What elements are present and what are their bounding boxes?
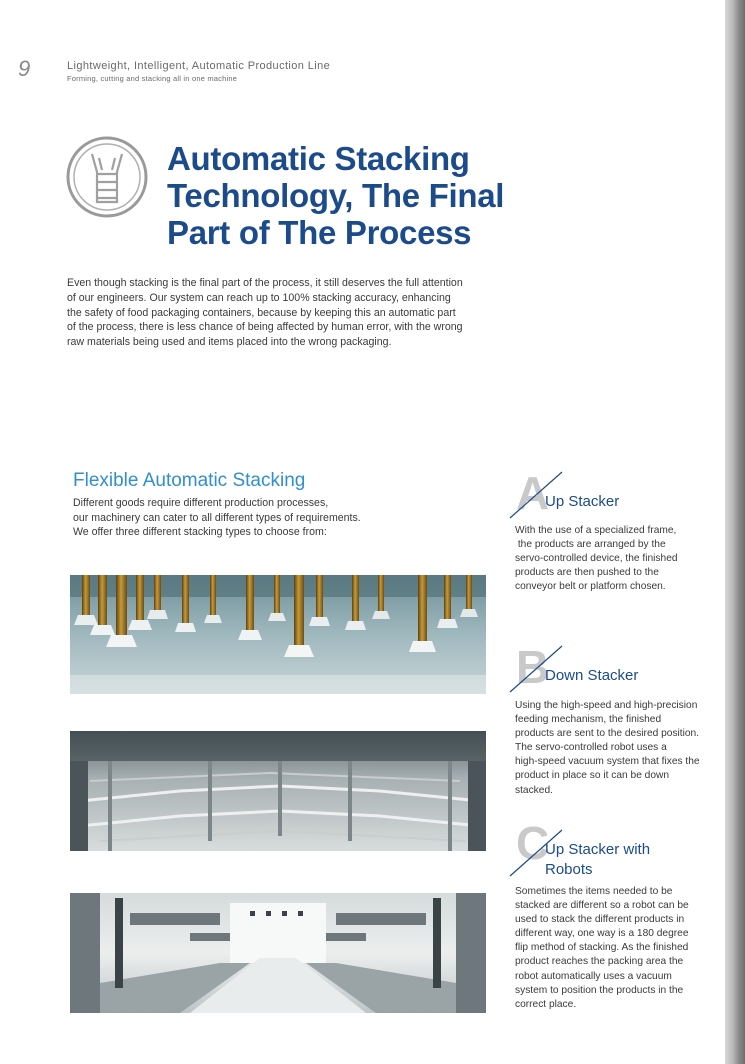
page-title [167, 140, 547, 251]
body-line: feeding mechanism, the finished [515, 714, 662, 726]
stacking-icon [66, 136, 148, 218]
body-line: system to position the products in the [515, 984, 684, 996]
flexible-paragraph [73, 496, 403, 540]
section-title [545, 840, 650, 880]
section-title-line: Up Stacker with [545, 841, 651, 858]
section-title [545, 666, 638, 686]
page-number: 9 [18, 56, 31, 81]
section-title-line: Down Stacker [545, 667, 639, 684]
body-line: high-speed vacuum system that fixes the [515, 756, 700, 768]
title-line: Automatic Stacking [167, 140, 470, 177]
down-stacker-photo [70, 731, 486, 851]
section-letter: B [516, 641, 550, 693]
intro-line: of the process, there is less chance of being affected by human error, with the wrong [67, 321, 463, 334]
title-line: Technology, The Final [167, 177, 505, 214]
body-line: Sometimes the items needed to be [515, 886, 673, 897]
body-line: The servo-controlled robot uses a [515, 742, 667, 754]
section-title-line: Up Stacker [545, 493, 620, 510]
body-line: With the use of a specialized frame, [515, 525, 677, 536]
intro-line: Even though stacking is the final part of the process, it still deserves the full attention [67, 277, 463, 289]
section-b [508, 641, 718, 804]
page-edge [725, 0, 745, 1064]
flexible-line: We offer three different stacking types to choose from: [73, 526, 327, 539]
section-body [515, 524, 720, 594]
body-line: stacked are different so a robot can be [515, 900, 689, 912]
body-line: the products are arranged by the [515, 539, 666, 551]
body-line: Using the high-speed and high-precision [515, 700, 698, 711]
section-letter: A [516, 467, 550, 519]
section-body [515, 699, 720, 798]
body-line: flip method of stacking. As the finished [515, 942, 689, 954]
intro-line: the safety of food packaging containers, because by keeping this an automatic part [67, 306, 456, 319]
title-line: Part of The Process [167, 214, 472, 251]
section-title [545, 492, 619, 512]
up-stacker-photo [70, 575, 486, 694]
body-line: different way, one way is a 180 degree [515, 928, 689, 940]
header-title: Lightweight, Intelligent, Automatic Production Line [67, 60, 331, 72]
body-line: product reaches the packing area the [515, 956, 684, 968]
flexible-line: Different goods require different production processes, [73, 497, 329, 509]
body-line: correct place. [515, 998, 577, 1010]
intro-line: of our engineers. Our system can reach up to 100% stacking accuracy, enhancing [67, 291, 451, 304]
body-line: used to stack the different products in [515, 914, 685, 926]
body-line: product in place so it can be down [515, 770, 670, 782]
body-line: robot automatically uses a vacuum [515, 970, 672, 982]
body-line: servo-controlled device, the finished [515, 553, 678, 565]
body-line: products are then pushed to the [515, 567, 659, 579]
section-body [515, 885, 720, 1012]
intro-paragraph [67, 276, 497, 350]
section-letter: C [516, 817, 550, 869]
section-title-line: Robots [545, 861, 593, 878]
intro-line: raw materials being used and items placed into the wrong packaging. [67, 336, 392, 349]
section-c [508, 817, 718, 1020]
header-subtitle: Forming, cutting and stacking all in one machine [67, 74, 238, 83]
flexible-heading: Flexible Automatic Stacking [73, 470, 306, 491]
section-a [508, 467, 718, 610]
body-line: stacked. [515, 784, 553, 796]
body-line: conveyor belt or platform chosen. [515, 581, 666, 593]
robot-stacker-photo [70, 893, 486, 1013]
body-line: products are sent to the desired position. [515, 728, 700, 740]
flexible-line: our machinery can cater to all different types of requirements. [73, 511, 361, 524]
